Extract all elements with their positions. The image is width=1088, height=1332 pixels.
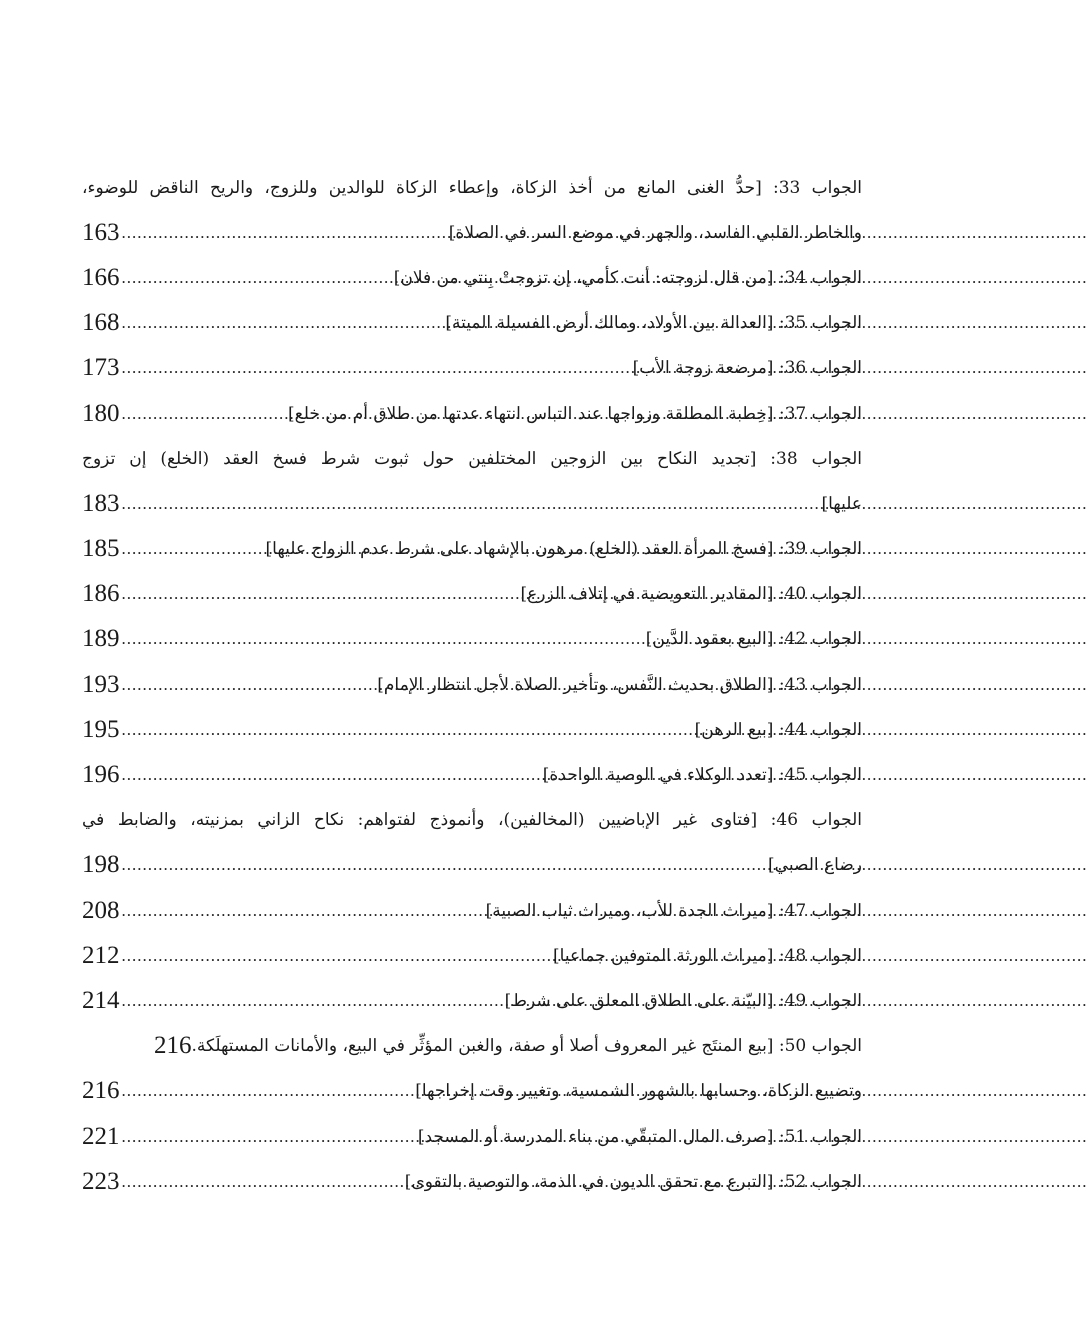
toc-entry-52 <box>82 1159 862 1204</box>
toc-entry-39 <box>82 527 862 572</box>
toc-entry-45 <box>82 752 862 797</box>
leader-dots <box>122 584 519 604</box>
toc-entry-text: رضاع الصبي] <box>768 855 862 876</box>
toc-page-number: 186 <box>82 580 120 608</box>
toc-entry-text: الجواب 38: [تجديد النكاح بين الزوجين المختلفين حول ثبوت شرط فسخ العقد (الخلع) إن تزوج <box>82 448 862 469</box>
toc-entry-33 <box>82 165 862 210</box>
toc-entry-text: وتضييع الزكاة، وحسابها بالشهور الشمسية، وتغيير وقت إخراجها] <box>415 1081 862 1102</box>
leader-dots <box>122 539 264 559</box>
toc-entry-text: الجواب 45: [تعدد الوكلاء في الوصية الواحدة] <box>542 765 862 786</box>
toc-entry-text: الجواب 49: [البيّنة على الطلاق المعلق على شرط] <box>504 990 862 1011</box>
toc-page-number: 185 <box>82 535 120 563</box>
toc-page-number: 168 <box>82 309 120 337</box>
toc-entry-36 <box>82 346 862 391</box>
toc-entry-text: الجواب 52: [التبرع مع تحقق الديون في الذمة، والتوصية بالتقوى] <box>404 1171 862 1192</box>
toc-entry-50-cont <box>82 1069 862 1114</box>
toc-entry-46-cont <box>82 843 862 888</box>
toc-entry-38 <box>82 436 862 481</box>
leader-dots <box>122 358 631 378</box>
leader-dots <box>122 901 484 921</box>
toc-page-number: 196 <box>82 761 120 789</box>
toc-entry-text: الجواب 34: [من قال لزوجته: أنت كأمي، إن تزوجتْ بِنتي من فلان] <box>393 267 862 288</box>
toc-page-number: 163 <box>82 218 120 246</box>
toc-page-number: 189 <box>82 625 120 653</box>
leader-dots <box>122 991 503 1011</box>
toc-entry-42 <box>82 617 862 662</box>
toc-entry-text: الجواب 51: [صرف المال المتبقّي من بناء المدرسة أو المسجد] <box>417 1126 862 1147</box>
toc-page-number: 212 <box>82 941 120 969</box>
toc-entry-46 <box>82 798 862 843</box>
leader-dots <box>122 720 693 740</box>
table-of-contents <box>82 165 862 1204</box>
toc-entry-text: الجواب 43: [الطلاق بحديث النَّفس، وتأخير الصلاة لأجل انتظار الإمام] <box>377 674 862 695</box>
toc-entry-text: الجواب 37: [خِطبة المطلقة وزواجها عند التباس انتهاء عدتها من طلاق أم من خلع] <box>288 403 862 424</box>
toc-entry-text: والخاطر القلبي الفاسد، والجهر في موضع السر في الصلاة] <box>448 222 862 243</box>
toc-entry-44 <box>82 707 862 752</box>
leader-dots <box>122 765 541 785</box>
toc-entry-text: الجواب 50: [بيع المنتَج غير المعروف أصلا أو صفة، والغبن المؤثِّر في البيع، والأمانات المستهلَكة. <box>191 1036 862 1057</box>
toc-entry-text: عليها] <box>821 493 862 514</box>
leader-dots <box>122 404 287 424</box>
toc-entry-text: الجواب 46: [فتاوى غير الإباضيين (المخالفين)، وأنموذج لفتواهم: نكاح الزاني بمزنيته، والضابط في <box>82 810 862 831</box>
leader-dots <box>122 946 552 966</box>
toc-entry-37 <box>82 391 862 436</box>
toc-entry-text: الجواب 39: [فسخ المرأة العقد (الخلع) مرهون بالإشهاد على شرط عدم الزواج عليها] <box>265 539 862 560</box>
toc-page-number: 223 <box>82 1167 120 1195</box>
toc-entry-text: الجواب 35: [العدالة بين الأولاد، ومالك أرض الفسيلة الميتة] <box>445 313 862 334</box>
toc-page-number: 198 <box>82 851 120 879</box>
leader-dots <box>122 223 447 243</box>
toc-entry-34 <box>82 255 862 300</box>
leader-dots <box>122 675 376 695</box>
toc-entry-text: الجواب 48: [ميراث الورثة المتوفين جماعيا] <box>553 945 862 966</box>
toc-page-number: 183 <box>82 489 120 517</box>
toc-entry-48 <box>82 933 862 978</box>
leader-dots <box>122 313 444 333</box>
toc-entry-49 <box>82 978 862 1023</box>
toc-entry-33-cont <box>82 210 862 255</box>
toc-entry-text: الجواب 40: [المقادير التعويضية في إتلاف الزرع] <box>520 584 862 605</box>
leader-dots <box>122 1081 414 1101</box>
toc-page-number: 216 <box>153 1032 192 1060</box>
toc-entry-text: الجواب 47: [ميراث الجدة للأب، وميراث ثياب الصبية] <box>485 900 862 921</box>
toc-page-number: 195 <box>82 715 120 743</box>
leader-dots <box>122 494 820 514</box>
toc-page-number: 214 <box>82 986 120 1014</box>
toc-entry-43 <box>82 662 862 707</box>
toc-page-number: 173 <box>82 354 120 382</box>
toc-page-number: 166 <box>82 263 120 291</box>
toc-entry-38-cont <box>82 481 862 526</box>
toc-page-number: 221 <box>82 1122 120 1150</box>
toc-entry-text: الجواب 36: [مرضعة زوجة الأب] <box>632 358 862 379</box>
toc-entry-text: الجواب 33: [حدُّ الغنى المانع من أخذ الزكاة، وإعطاء الزكاة للوالدين وللزوج، والريح الناقض للوضوء، <box>82 177 862 198</box>
toc-entry-35 <box>82 301 862 346</box>
toc-entry-47 <box>82 888 862 933</box>
leader-dots <box>122 1127 416 1147</box>
toc-page-number: 216 <box>82 1077 120 1105</box>
toc-entry-40 <box>82 572 862 617</box>
toc-entry-51 <box>82 1114 862 1159</box>
toc-entry-50 <box>82 1024 862 1069</box>
leader-dots <box>122 629 644 649</box>
toc-page-number: 193 <box>82 670 120 698</box>
leader-dots <box>122 268 392 288</box>
toc-page-number: 180 <box>82 399 120 427</box>
toc-entry-text: الجواب 42: [البيع بعقود الدَّين] <box>645 629 862 650</box>
toc-entry-text: الجواب 44: [بيع الرهن] <box>694 719 862 740</box>
leader-dots <box>122 1172 403 1192</box>
leader-dots <box>122 855 767 875</box>
toc-page-number: 208 <box>82 896 120 924</box>
